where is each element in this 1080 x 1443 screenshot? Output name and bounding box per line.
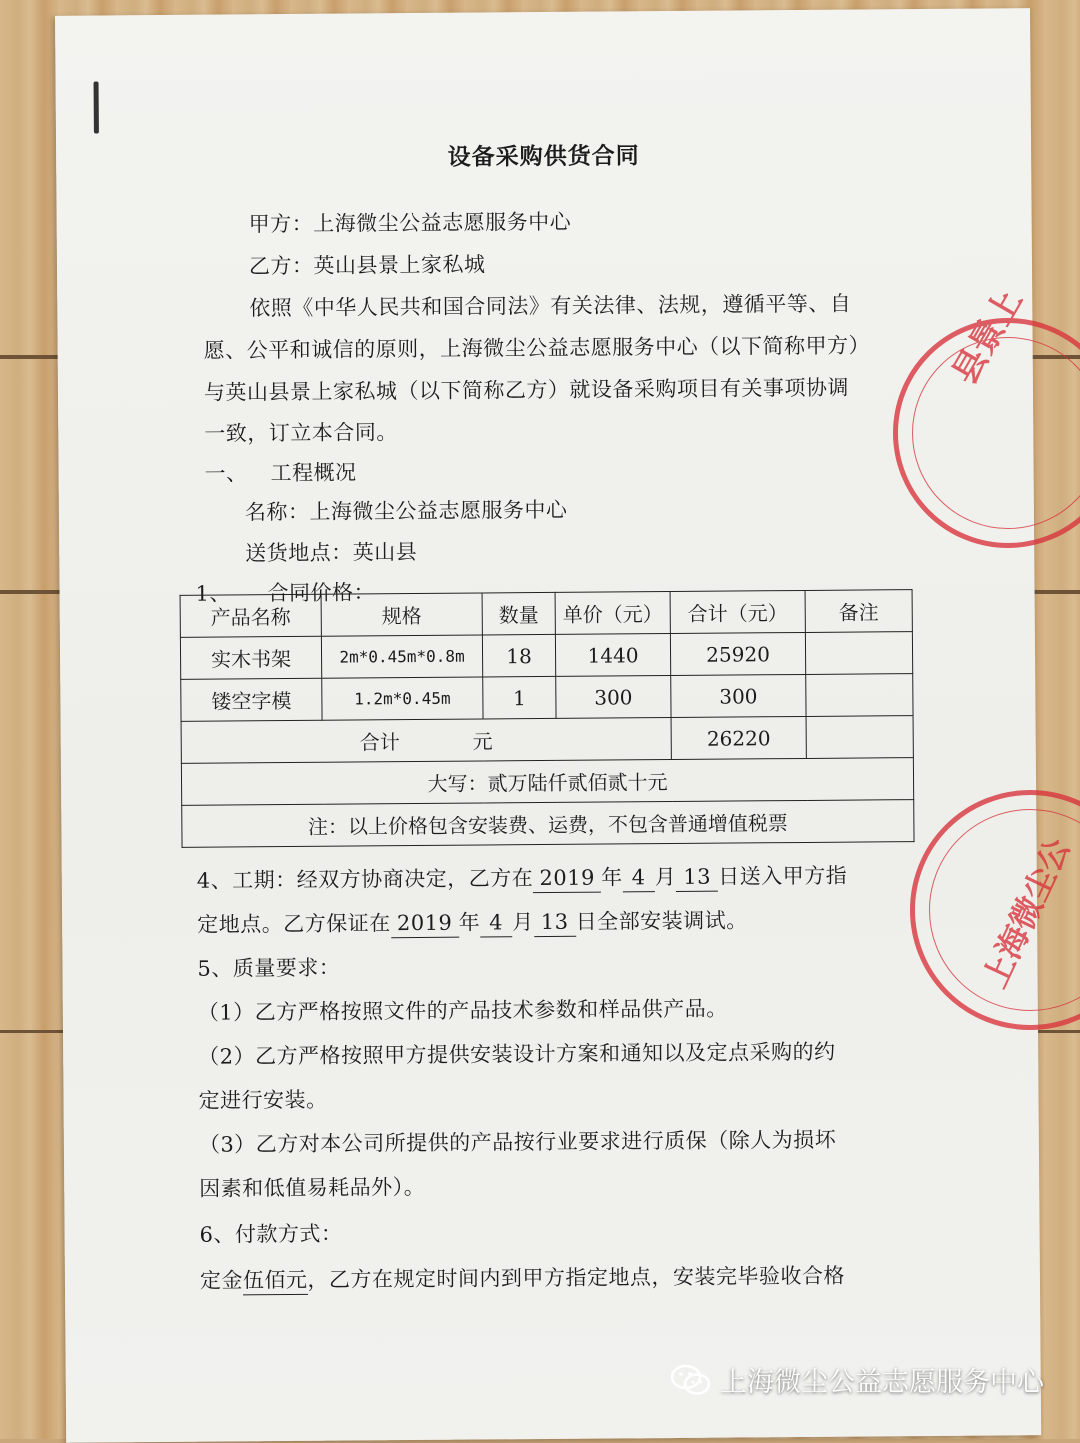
sum-note xyxy=(806,716,913,759)
header-qty: 数量 xyxy=(482,592,555,635)
schedule-day: 13 xyxy=(676,863,718,892)
cell-qty: 1 xyxy=(483,676,556,719)
quality-item-1: （1）乙方严格按照文件的产品技术参数和样品供产品。 xyxy=(197,996,728,1025)
schedule-suffix: 日全部安装调试。 xyxy=(575,908,748,934)
intro-line: 一致，订立本合同。 xyxy=(204,420,398,446)
schedule-prefix: 定地点。乙方保证在 xyxy=(197,911,391,937)
sum-label: 合计 xyxy=(359,730,400,755)
year-char: 年 xyxy=(458,910,481,935)
payment-heading: 6、付款方式： xyxy=(199,1221,343,1247)
schedule-year: 2019 xyxy=(391,909,459,939)
schedule-month: 4 xyxy=(480,908,512,937)
document-title: 设备采购供货合同 xyxy=(447,143,640,171)
schedule-prefix: 4、工期：经双方协商决定，乙方在 xyxy=(196,866,534,893)
schedule-year: 2019 xyxy=(533,864,601,894)
table-capital-row xyxy=(181,758,913,806)
quality-heading: 5、质量要求： xyxy=(197,955,341,981)
year-char: 年 xyxy=(601,865,623,890)
watermark xyxy=(670,1360,1044,1399)
month-char: 月 xyxy=(654,864,677,890)
table-row xyxy=(180,632,912,680)
header-total: 合计（元） xyxy=(670,590,805,633)
schedule-month: 4 xyxy=(623,863,655,892)
price-table xyxy=(180,589,915,848)
schedule-line-2 xyxy=(197,906,748,939)
cell-note xyxy=(805,632,912,675)
cell-spec: 2m*0.45m*0.8m xyxy=(321,635,482,678)
table-sum-row xyxy=(181,716,913,764)
quality-item-2a: （2）乙方严格按照甲方提供安装设计方案和通知以及定点采购的约 xyxy=(198,1039,836,1069)
party-b: 乙方：英山县景上家私城 xyxy=(248,252,486,279)
schedule-line-1 xyxy=(197,862,848,896)
payment-line xyxy=(200,1262,845,1296)
cell-qty: 18 xyxy=(482,634,555,677)
sum-label-cell xyxy=(181,718,671,764)
schedule-suffix: 日送入甲方指 xyxy=(718,863,848,889)
month-char: 月 xyxy=(512,910,534,935)
watermark-text: 上海微尘公益志愿服务中心 xyxy=(720,1367,1044,1398)
sum-unit: 元 xyxy=(472,729,493,754)
section1-number: 一、 xyxy=(204,461,248,486)
party-a: 甲方：上海微尘公益志愿服务中心 xyxy=(248,209,572,237)
cell-spec: 1.2m*0.45m xyxy=(322,677,483,720)
table-row xyxy=(181,674,913,722)
quality-item-2b: 定进行安装。 xyxy=(198,1087,328,1113)
table-note-row xyxy=(182,800,914,848)
header-note: 备注 xyxy=(805,590,912,633)
capital-amount: 大写：贰万陆仟贰佰贰十元 xyxy=(181,758,913,806)
delivery-place: 送货地点：英山县 xyxy=(245,540,418,566)
deposit-amount: 伍佰元 xyxy=(243,1266,308,1296)
contract-paper xyxy=(55,8,1041,1443)
cell-total: 300 xyxy=(671,674,806,717)
price-note: 注：以上价格包含安装费、运费，不包含普通增值税票 xyxy=(182,800,914,848)
intro-line: 依照《中华人民共和国合同法》有关法律、法规，遵循平等、自 xyxy=(249,291,852,321)
cell-note xyxy=(806,674,913,717)
cell-unit-price: 1440 xyxy=(555,634,670,677)
wechat-icon xyxy=(670,1363,712,1397)
price-heading-number: 1、 xyxy=(195,581,232,606)
section1-title: 工程概况 xyxy=(270,460,357,486)
header-product-name: 产品名称 xyxy=(180,594,321,637)
cell-unit-price: 300 xyxy=(556,676,671,719)
quality-item-3b: 因素和低值易耗品外）。 xyxy=(199,1174,426,1201)
cell-total: 25920 xyxy=(670,632,805,675)
binder-mark xyxy=(94,81,99,133)
cell-product-name: 实木书架 xyxy=(180,636,321,679)
intro-line: 与英山县景上家私城（以下简称乙方）就设备采购项目有关事项协调 xyxy=(203,375,850,405)
schedule-day: 13 xyxy=(534,908,576,937)
seal-text: 上海微尘公 xyxy=(975,832,1078,994)
table-header-row xyxy=(180,590,912,638)
intro-line: 愿、公平和诚信的原则，上海微尘公益志愿服务中心（以下简称甲方） xyxy=(203,333,871,363)
project-name: 名称：上海微尘公益志愿服务中心 xyxy=(244,497,568,525)
cell-product-name: 镂空字模 xyxy=(181,678,322,721)
quality-item-3a: （3）乙方对本公司所提供的产品按行业要求进行质保（除人为损坏 xyxy=(198,1127,837,1157)
price-heading: 合同价格： xyxy=(267,580,376,606)
header-spec: 规格 xyxy=(321,593,482,636)
payment-prefix: 定金 xyxy=(199,1268,244,1293)
seal-text: 县景上 xyxy=(944,282,1031,391)
header-unit-price: 单价（元） xyxy=(555,592,670,635)
payment-suffix: ，乙方在规定时间内到甲方指定地点，安装完毕验收合格 xyxy=(307,1263,846,1292)
sum-total: 26220 xyxy=(671,716,806,759)
